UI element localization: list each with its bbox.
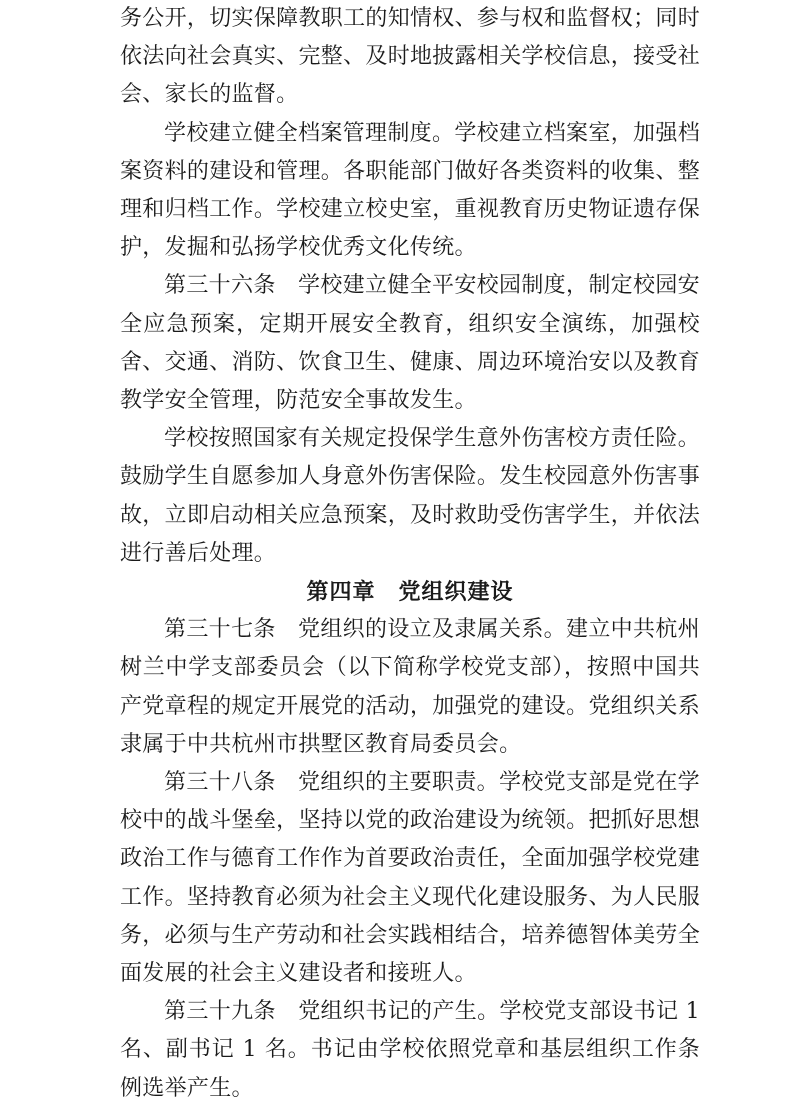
article-text: 党组织书记的产生。学校党支部设书记 1 名、副书记 1 名。书记由学校依照党章和基层组织工作条例选举产生。 <box>120 999 700 1101</box>
article-number: 第三十七条 <box>164 617 276 643</box>
chapter-heading: 第四章 党组织建设 <box>306 579 514 606</box>
article-37 <box>120 611 700 764</box>
article-36 <box>120 267 700 420</box>
article-39 <box>120 993 700 1108</box>
article-number: 第三十九条 <box>164 999 276 1025</box>
article-text: 党组织的设立及隶属关系。建立中共杭州树兰中学支部委员会（以下简称学校党支部），按照中国共产党章程的规定开展党的活动，加强党的建设。党组织关系隶属于中共杭州市拱墅区教育局委员会。 <box>120 617 700 757</box>
article-text: 党组织的主要职责。学校党支部是党在学校中的战斗堡垒，坚持以党的政治建设为统领。把抓好思想政治工作与德育工作作为首要政治责任，全面加强学校党建工作。坚持教育必须为社会主义现代化建设服务、为人民服务，必须与生产劳动和社会实践相结合，培养德智体美劳全面发展的社会主义建设者和接班人。 <box>120 770 700 987</box>
article-38 <box>120 764 700 993</box>
document-body <box>120 0 700 1108</box>
paragraph-insurance: 学校按照国家有关规定投保学生意外伤害校方责任险。鼓励学生自愿参加人身意外伤害保险。发生校园意外伤害事故，立即启动相关应急预案，及时救助受伤害学生，并依法进行善后处理。 <box>120 426 700 566</box>
article-text: 学校建立健全平安校园制度，制定校园安全应急预案，定期开展安全教育，组织安全演练，加强校舍、交通、消防、饮食卫生、健康、周边环境治安以及教育教学安全管理，防范安全事故发生。 <box>120 273 700 414</box>
article-number: 第三十八条 <box>164 770 276 796</box>
paragraph-continuation: 务公开，切实保障教职工的知情权、参与权和监督权；同时依法向社会真实、完整、及时地披露相关学校信息，接受社会、家长的监督。 <box>120 6 700 108</box>
paragraph-archives: 学校建立健全档案管理制度。学校建立档案室，加强档案资料的建设和管理。各职能部门做好各类资料的收集、整理和归档工作。学校建立校史室，重视教育历史物证遗存保护，发掘和弘扬学校优秀文化传统。 <box>120 120 700 261</box>
article-number: 第三十六条 <box>164 273 276 299</box>
